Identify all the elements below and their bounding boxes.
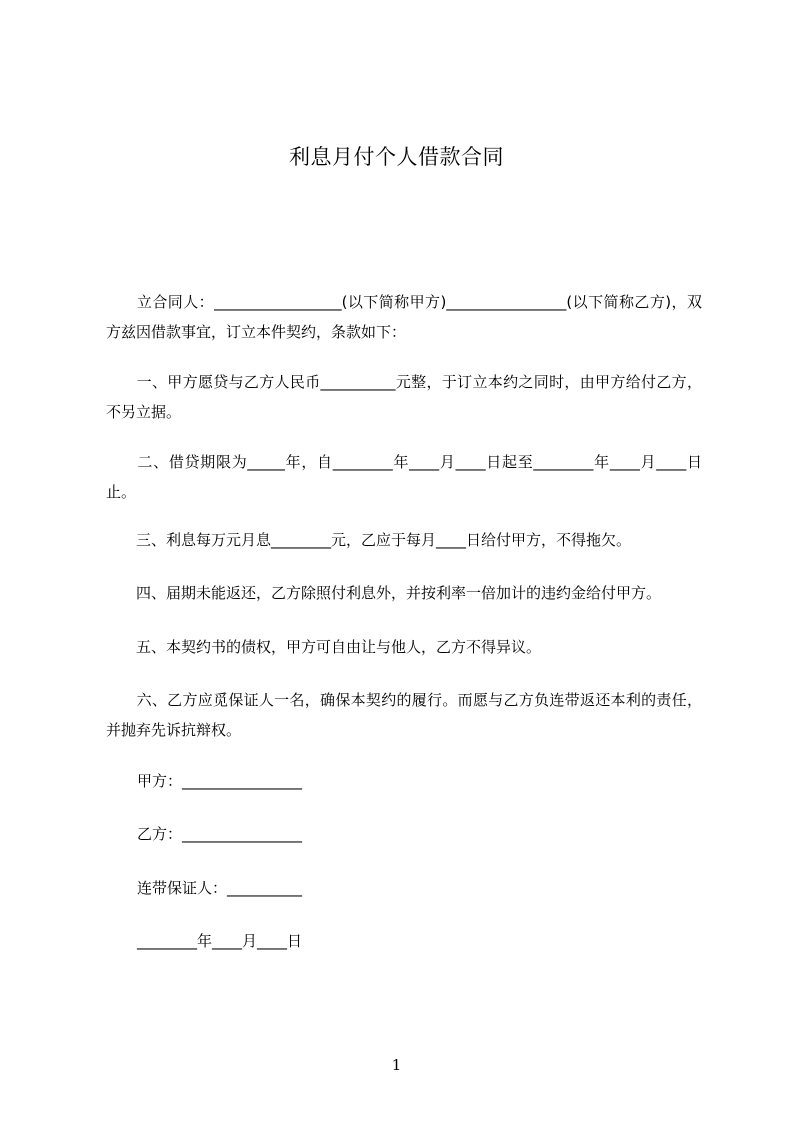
page-number: 1 bbox=[391, 1056, 402, 1074]
clause-6: 六、乙方应觅保证人一名，确保本契约的履行。而愿与乙方负连带返还本利的责任，并抛弃先诉抗辩权。 bbox=[106, 691, 702, 739]
party-a-signature: 甲方：________________ bbox=[137, 772, 303, 790]
party-b-signature: 乙方：________________ bbox=[137, 825, 303, 843]
document-title: 利息月付个人借款合同 bbox=[289, 145, 504, 169]
contract-intro: 立合同人：_________________(以下简称甲方)________________(以下简称乙方)，双方兹因借款事宜，订立本件契约，条款如下： bbox=[106, 293, 702, 341]
clause-5: 五、本契约书的债权，甲方可自由让与他人，乙方不得异议。 bbox=[106, 638, 542, 656]
clause-3: 三、利息每万元月息________元，乙应于每月____日给付甲方，不得拖欠。 bbox=[106, 531, 632, 549]
guarantor-signature: 连带保证人：__________ bbox=[137, 879, 303, 897]
signing-date: ________年____月____日 bbox=[137, 932, 303, 950]
clause-2: 二、借贷期限为_____年，自________年____月____日起至________年____月____日止。 bbox=[106, 453, 702, 501]
clause-1: 一、甲方愿贷与乙方人民币__________元整，于订立本约之同时，由甲方给付乙方，不另立据。 bbox=[106, 373, 702, 421]
clause-4: 四、届期未能返还，乙方除照付利息外，并按利率一倍加计的违约金给付甲方。 bbox=[106, 584, 662, 602]
